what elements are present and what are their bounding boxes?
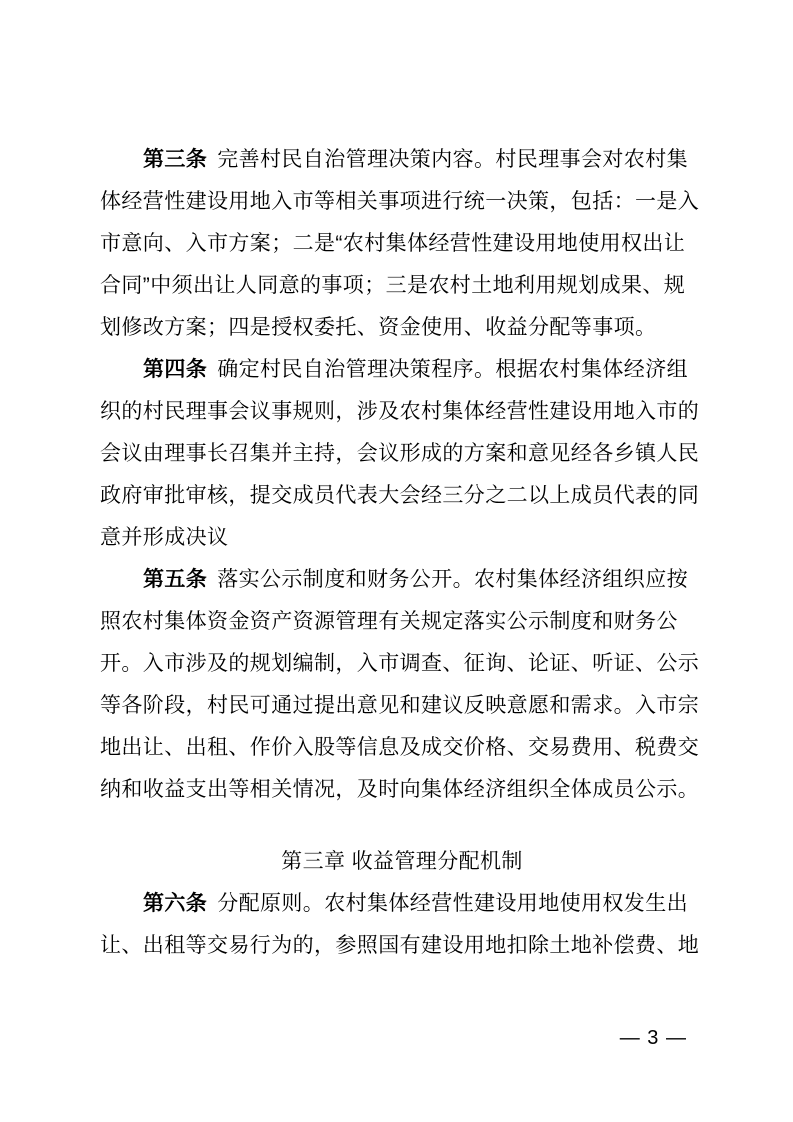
article-paragraph: [100, 349, 704, 559]
text-line: 纳和收益支出等相关情况，及时向集体经济组织全体成员公示。: [100, 778, 700, 801]
text-line: 体经营性建设用地入市等相关事项进行统一决策，包括：一是入: [100, 190, 700, 213]
page-number: [620, 1024, 687, 1052]
page-number-label: — 3 —: [619, 1027, 687, 1049]
text-line: 让、出租等交易行为的，参照国有建设用地扣除土地补偿费、地: [100, 934, 700, 957]
article-first-line-text: 分配原则。农村集体经营性建设用地使用权发生出: [217, 892, 689, 915]
text-line: [100, 349, 704, 391]
text-line: 等各阶段，村民可通过提出意见和建议反映意愿和需求。入市宗: [100, 694, 700, 717]
article-paragraph: [100, 559, 704, 811]
text-line: 织的村民理事会议事规则，涉及农村集体经营性建设用地入市的: [100, 400, 700, 423]
article-first-line-text: 完善村民自治管理决策内容。村民理事会对农村集: [217, 148, 689, 171]
article-paragraph: [100, 883, 704, 967]
article-number: 第五条: [143, 568, 208, 591]
text-line: 开。入市涉及的规划编制，入市调查、征询、论证、听证、公示: [100, 652, 700, 675]
text-line: [100, 559, 704, 601]
article-number: 第四条: [143, 358, 208, 381]
document-body: [100, 139, 704, 967]
text-line: 合同”中须出让人同意的事项；三是农村土地利用规划成果、规: [100, 274, 686, 297]
text-line: 政府审批审核，提交成员代表大会经三分之二以上成员代表的同: [100, 484, 700, 507]
text-line: 市意向、入市方案；二是“农村集体经营性建设用地使用权出让: [100, 232, 686, 255]
text-line: [100, 139, 704, 181]
article-first-line-text: 确定村民自治管理决策程序。根据农村集体经济组: [217, 358, 689, 381]
article-number: 第三条: [143, 148, 208, 171]
text-line: 会议由理事长召集并主持，会议形成的方案和意见经各乡镇人民: [100, 442, 700, 465]
text-line: 意并形成决议: [100, 526, 229, 549]
text-line: [100, 883, 704, 925]
text-line: 划修改方案；四是授权委托、资金使用、收益分配等事项。: [100, 316, 657, 339]
article-paragraph: [100, 139, 704, 349]
article-number: 第六条: [143, 892, 208, 915]
text-line: 地出让、出租、作价入股等信息及成交价格、交易费用、税费交: [100, 736, 700, 759]
chapter-heading: 第三章 收益管理分配机制: [281, 850, 523, 873]
article-first-line-text: 落实公示制度和财务公开。农村集体经济组织应按: [217, 568, 689, 591]
text-line: 照农村集体资金资产资源管理有关规定落实公示制度和财务公: [100, 610, 678, 633]
